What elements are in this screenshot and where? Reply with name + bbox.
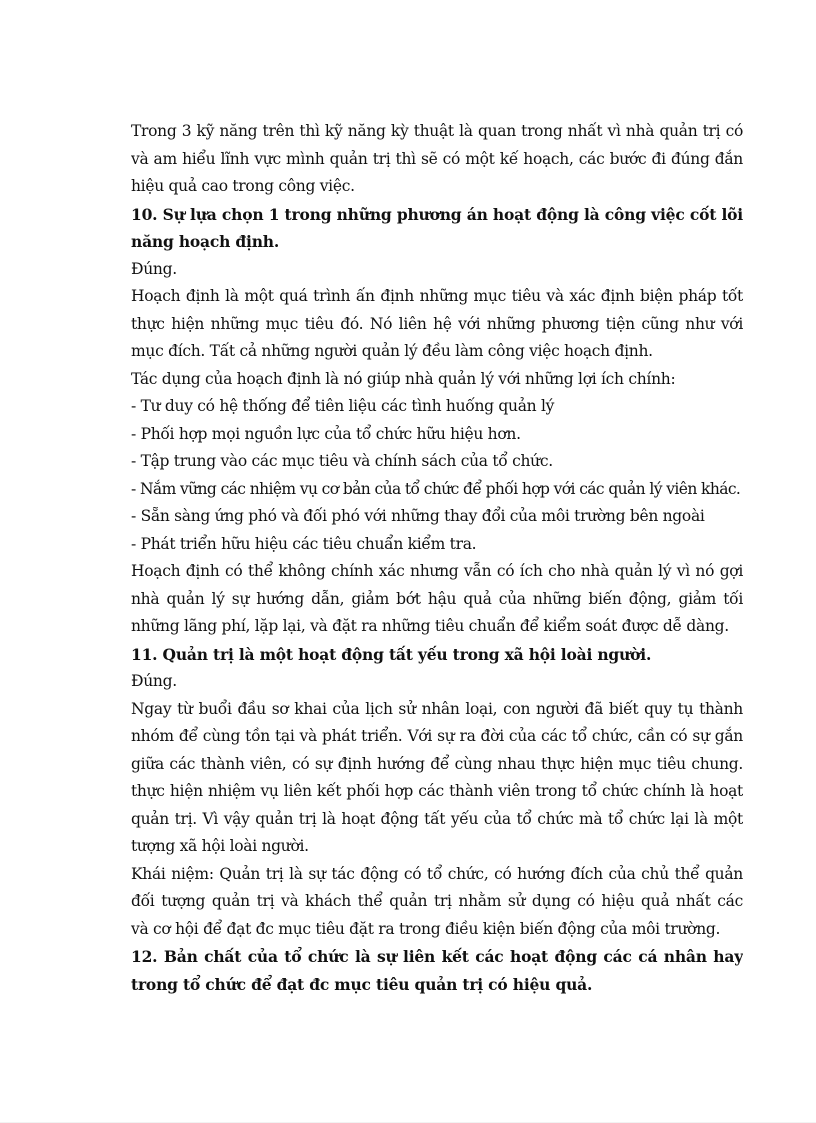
list-item: - Tập trung vào các mục tiêu và chính sách của tổ chức. xyxy=(131,452,553,470)
text-line: Ngay từ buổi đầu sơ khai của lịch sử nhân loại, con người đã biết quy tụ thành xyxy=(131,699,743,718)
text-line: hiệu quả cao trong công việc. xyxy=(131,177,355,195)
answer-10: Đúng. xyxy=(131,259,177,278)
text-line: Trong 3 kỹ năng trên thì kỹ năng kỳ thuật là quan trong nhất vì nhà quản trị có xyxy=(131,122,743,140)
heading-line: 12. Bản chất của tổ chức là sự liên kết các hoạt động các cá nhân hay xyxy=(131,947,743,966)
text-line: thực hiện những mục tiêu đó. Nó liên hệ với những phương tiện cũng như với xyxy=(131,314,743,333)
text-line: những lãng phí, lặp lại, và đặt ra những tiêu chuẩn để kiểm soát được dễ dàng. xyxy=(131,617,729,635)
text-line: thực hiện nhiệm vụ liên kết phối hợp các thành viên trong tổ chức chính là hoạt xyxy=(131,782,743,800)
heading-line: trong tổ chức để đạt đc mục tiêu quản trị có hiệu quả. xyxy=(131,974,593,994)
text-line: Hoạch định có thể không chính xác nhưng vẫn có ích cho nhà quản lý vì nó gợi xyxy=(131,562,743,580)
list-item: - Phối hợp mọi nguồn lực của tổ chức hữu hiệu hơn. xyxy=(131,424,521,443)
text-line: quản trị. Vì vậy quản trị là hoạt động tất yếu của tổ chức mà tổ chức lại là một xyxy=(131,809,743,828)
text-line: đối tượng quản trị và khách thể quản trị nhằm sử dụng có hiệu quả nhất các xyxy=(131,892,743,910)
list-item: - Sẵn sàng ứng phó và đối phó với những thay đổi của môi trường bên ngoài xyxy=(131,507,705,525)
list-item: - Tư duy có hệ thống để tiên liệu các tình huống quản lý xyxy=(131,397,555,415)
paragraph-management-origin xyxy=(131,696,743,861)
question-11-heading: 11. Quản trị là một hoạt động tất yếu trong xã hội loài người. xyxy=(131,644,652,664)
question-10-heading xyxy=(131,201,743,256)
text-line: Hoạch định là một quá trình ấn định những mục tiêu và xác định biện pháp tốt xyxy=(131,287,743,305)
planning-benefits-intro: Tác dụng của hoạch định là nó giúp nhà quản lý với những lợi ích chính: xyxy=(131,369,676,388)
question-12-heading xyxy=(131,943,743,998)
heading-line: năng hoạch định. xyxy=(131,232,280,251)
text-line: mục đích. Tất cả những người quản lý đều làm công việc hoạch định. xyxy=(131,342,653,360)
list-item: - Phát triển hữu hiệu các tiêu chuẩn kiểm tra. xyxy=(131,534,477,553)
text-line: giữa các thành viên, có sự định hướng để cùng nhau thực hiện mục tiêu chung. xyxy=(131,754,743,773)
paragraph-planning-usefulness xyxy=(131,558,743,641)
answer-11: Đúng. xyxy=(131,672,177,690)
paragraph-skills-conclusion xyxy=(131,118,743,201)
text-line: và am hiểu lĩnh vực mình quản trị thì sẽ có một kế hoạch, các bước đi đúng đắn xyxy=(131,149,743,168)
text-line: nhóm để cùng tồn tại và phát triển. Với sự ra đời của các tổ chức, cần có sự gắn xyxy=(131,727,743,745)
heading-line: 10. Sự lựa chọn 1 trong những phương án hoạt động là công việc cốt lõi xyxy=(131,204,743,224)
text-line: Khái niệm: Quản trị là sự tác động có tổ chức, có hướng đích của chủ thể quản xyxy=(131,864,743,883)
list-item: - Nắm vững các nhiệm vụ cơ bản của tổ chức để phối hợp với các quản lý viên khác. xyxy=(131,479,741,498)
text-line: và cơ hội để đạt đc mục tiêu đặt ra trong điều kiện biến động của môi trường. xyxy=(131,919,721,938)
text-line: tượng xã hội loài người. xyxy=(131,837,309,855)
paragraph-management-concept xyxy=(131,861,743,944)
document-page xyxy=(131,118,743,998)
text-line: nhà quản lý sự hướng dẫn, giảm bớt hậu quả của những biến động, giảm tối xyxy=(131,589,743,608)
paragraph-planning-definition xyxy=(131,283,743,366)
